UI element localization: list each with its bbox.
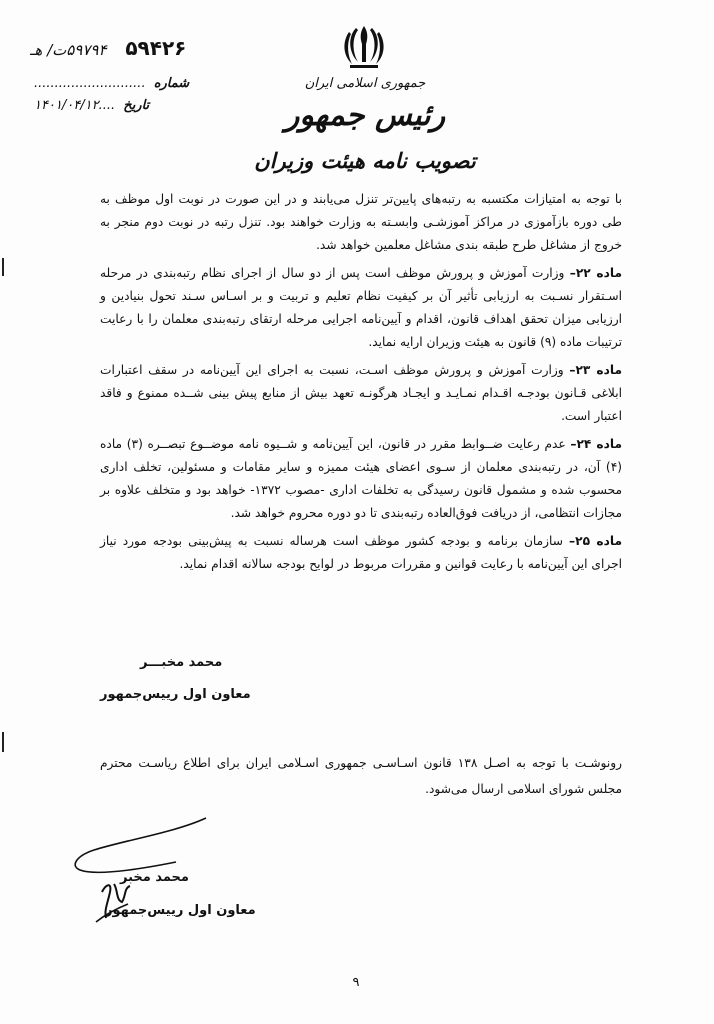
paragraph [100,433,622,525]
country-heading: جمهوری اسلامی ایران [304,76,426,91]
number-dots: ........................... [34,76,146,91]
date-label: تاریخ [123,98,150,113]
date-value: ....۱۴۰۱/۰۴/۱۲ [34,98,116,113]
article-label: ماده ۲۲– [569,266,622,280]
reference-number-large: ۵۹۴۲۶ [125,36,187,60]
decree-body [100,188,622,581]
number-label: شماره [153,76,190,91]
date-line [34,98,149,113]
signatory-title: معاون اول رییس‌جمهور [100,687,251,702]
paragraph-text: وزارت آموزش و پرورش موظف است پس از دو سال از اجرای نظام رتبه‌بندی در مرحله اسـتقرار نسـبت به ارزیابی تأثیر آن بر کیفیت نظام تعلیم و تربیت و بر اسـاس سـند تحول بنیادین و ارزیابی میزان تحقق اهداف قانون، اقدام و آیین‌نامه اجرایی مرحله ارتقای رتبه‌بندی معلمان را با رعایت ترتیبات ماده (۹) قانون به هیئت وزیران ارایه نماید. [100,266,622,349]
president-heading: رئیس جمهور [284,98,446,133]
paragraph [100,262,622,354]
reference-code: ۵۹۷۹۴ت/ هـ [30,41,107,59]
page-number: ۹ [352,975,360,990]
transcript-note: رونوشـت با توجه به اصـل ۱۳۸ قانون اسـاسـی جمهوری اسـلامی ایران برای اطلاع ریاسـت محترم مجلس شورای اسلامی ارسال می‌شود. [100,756,622,796]
paragraph-text: وزارت آموزش و پرورش موظف اسـت، نسبت به اجرای این آیین‌نامه در سقف اعتبارات ابلاغی قـانون بودجـه اقـدام نمـایـد و ایجـاد هرگونـه تعهد بیش از منابع پیش بینی شــده ممنوع و فاقد اعتبار است. [100,363,622,423]
paragraph [100,530,622,576]
reference-code-line [30,36,186,60]
article-label: ماده ۲۵– [569,534,623,548]
scan-edge-mark [2,732,4,752]
paragraph-text: سازمان برنامه و بودجه کشور موظف است هرساله نسبت به پیش‌بینی بودجه مورد نیاز اجرای این آیین‌نامه با رعایت قوانین و مقررات مربوط در لوایح بودجه سالانه اقدام نماید. [100,534,622,571]
bottom-signatory-title: معاون اول رییس‌جمهور [105,903,256,918]
article-label: ماده ۲۴– [570,437,622,451]
bottom-signatory-name: محمد مخبر [120,870,189,885]
paragraph [100,359,622,428]
paragraph [100,188,622,257]
scan-edge-mark [2,258,4,276]
signatory-name: محمد مخبـــر [140,655,223,670]
paragraph-text: با توجه به امتیازات مکتسبه به رتبه‌های پایین‌تر تنزل می‌یابند و در این صورت در نوبت اول موظف به طی دوره بازآموزی در مراکز آموزشـی وابسـته به وزارت خواهند بود. تنزل رتبه در نوبت دوم منجر به خروج از مشاغل طرح طبقه بندی مشاغل معلمین خواهد شد. [100,192,622,252]
number-line [34,76,189,91]
cabinet-decree-heading: تصویب نامه هیئت وزیران [254,148,476,173]
article-label: ماده ۲۳– [569,363,623,377]
iran-emblem-icon [340,22,388,72]
paragraph-text: عدم رعایت ضــوابط مقرر در قانون، این آیین‌نامه و شــیوه نامه موضــوع تبصــره (۳) ماده (۴) آن، در رتبه‌بندی معلمان از سـوی اعضای هیئت ممیزه و سایر مقامات و مسئولین، تخلف اداری محسوب شده و مشمول قانون رسیدگی به تخلفات اداری -مصوب ۱۳۷۲- خواهد بود و متخلف علاوه بر مجازات انتظامی، از دریافت فوق‌العاده رتبه‌بندی تا دو دوره محروم خواهد شد. [100,437,623,520]
